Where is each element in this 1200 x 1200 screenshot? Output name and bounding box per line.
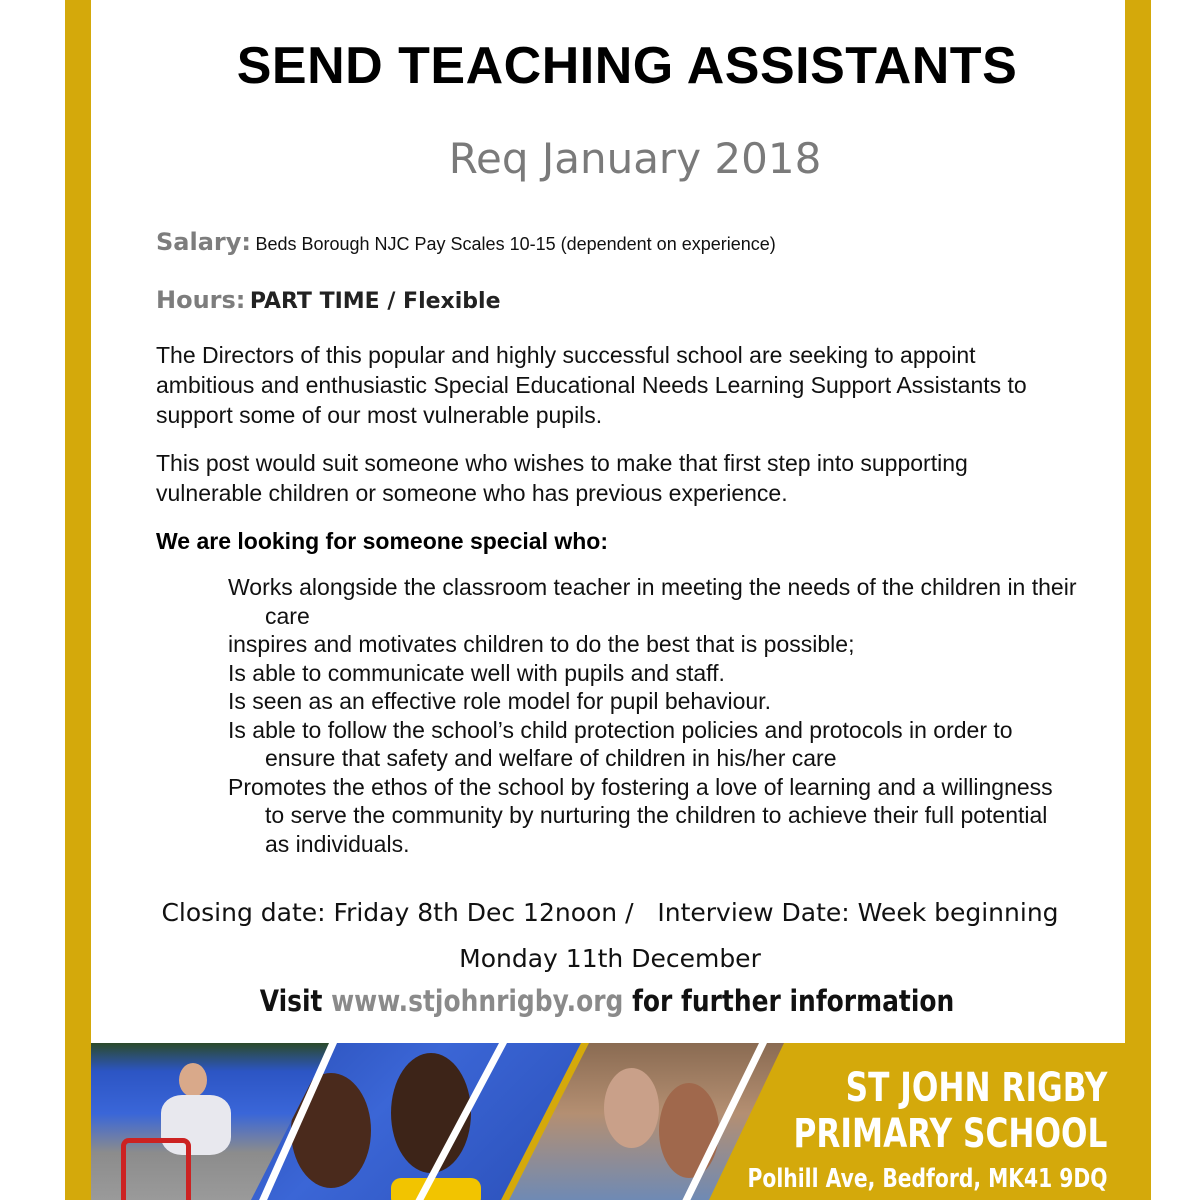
criteria-item: Is able to follow the school’s child protection policies and protocols in order to ensure that safety and welfare of children in his/her care — [228, 716, 1013, 771]
child-face — [659, 1083, 719, 1178]
hours-value: PART TIME / Flexible — [249, 289, 501, 314]
criteria-item: Promotes the ethos of the school by fostering a love of learning and a willingness to serve the community by nurturing the children to achieve their full potential as individuals. — [228, 773, 1053, 857]
dates-block — [0, 890, 1200, 982]
hours-label: Hours: — [156, 286, 246, 314]
criteria-heading: We are looking for someone special who: — [156, 528, 609, 554]
page-title: SEND TEACHING ASSISTANTS — [236, 37, 1018, 95]
criteria-list — [228, 573, 1078, 858]
school-name — [793, 1065, 1107, 1157]
visit-prefix: Visit — [259, 984, 332, 1018]
interview-date: Monday 11th December — [459, 944, 761, 973]
criteria-item: inspires and motivates children to do the best that is possible; — [228, 631, 855, 657]
suitability-paragraph: This post would suit someone who wishes to make that first step into supporting vulnerable children or someone who has previous experience. — [156, 450, 968, 506]
visit-suffix: for further information — [623, 984, 955, 1018]
criteria-item: Is able to communicate well with pupils and staff. — [228, 659, 725, 686]
yellow-collar — [391, 1178, 481, 1200]
salary-row — [156, 228, 776, 256]
intro-paragraph: The Directors of this popular and highly successful school are seeking to appoint ambitious and enthusiastic Special Educational Needs Learning Support Assistants to support some of our most vulnerable pupils. — [156, 342, 1027, 428]
visit-line — [85, 984, 1129, 1018]
page-subtitle: Req January 2018 — [448, 134, 822, 183]
hours-row — [156, 286, 501, 314]
criteria-item: Is seen as an effective role model for pupil behaviour. — [228, 688, 771, 714]
salary-value: Beds Borough NJC Pay Scales 10-15 (dependent on experience) — [255, 234, 776, 254]
tricycle — [121, 1138, 191, 1200]
footer-banner — [91, 1043, 1125, 1200]
school-name-line-1: ST JOHN RIGBY — [845, 1065, 1107, 1111]
website-link[interactable]: www.stjohnrigby.org — [331, 984, 624, 1018]
child-face — [179, 1063, 207, 1097]
salary-label: Salary: — [156, 228, 251, 256]
criteria-item: Works alongside the classroom teacher in meeting the needs of the children in their care — [228, 574, 1077, 629]
school-name-line-2: PRIMARY SCHOOL — [793, 1111, 1107, 1157]
closing-date: Closing date: Friday 8th Dec 12noon / Interview Date: Week beginning — [161, 898, 1059, 927]
boy-face — [391, 1053, 471, 1173]
school-address: Polhill Ave, Bedford, MK41 9DQ — [747, 1164, 1107, 1194]
child-face — [604, 1068, 659, 1148]
